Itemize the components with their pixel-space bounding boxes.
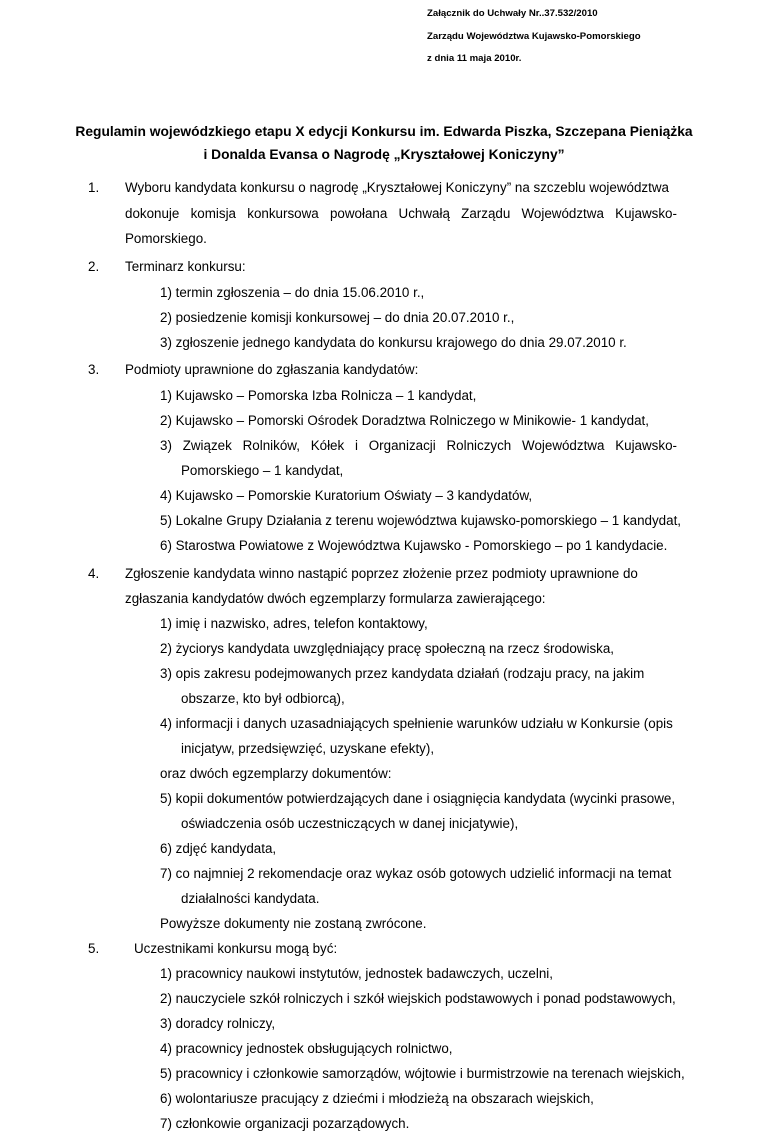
- section-4-mid-text: oraz dwóch egzemplarzy dokumentów:: [160, 766, 392, 781]
- word: Organizacji: [368, 438, 436, 453]
- section-2-number: 2.: [88, 259, 100, 274]
- section-5-heading: Uczestnikami konkursu mogą być:: [134, 941, 338, 956]
- list-item-continuation: oświadczenia osób uczestniczących w danej inicjatywie),: [181, 816, 519, 831]
- list-item-continuation: inicjatyw, przedsięwzięć, uzyskane efekty),: [181, 741, 435, 756]
- word: Rolników,: [242, 438, 300, 453]
- word: powołana: [329, 206, 388, 221]
- list-item: 6) zdjęć kandydata,: [160, 841, 277, 856]
- list-item: 6) Starostwa Powiatowe z Województwa Kujawsko - Pomorskiego – po 1 kandydacie.: [160, 538, 668, 553]
- list-item: 2) życiorys kandydata uwzględniający pracę społeczną na rzecz środowiska,: [160, 641, 615, 656]
- document-title-line-2: i Donalda Evansa o Nagrodę „Kryształowej Koniczyny”: [203, 147, 565, 162]
- attachment-header-line-3: z dnia 11 maja 2010r.: [427, 53, 522, 64]
- section-1-line-2: [125, 206, 677, 221]
- list-item-continuation: obszarze, kto był odbiorcą),: [181, 691, 345, 706]
- list-item: 1) Kujawsko – Pomorska Izba Rolnicza – 1 kandydat,: [160, 388, 477, 403]
- word: dokonuje: [125, 206, 180, 221]
- list-item: 1) termin zgłoszenia – do dnia 15.06.2010 r.,: [160, 285, 425, 300]
- section-3-heading: Podmioty uprawnione do zgłaszania kandydatów:: [125, 362, 419, 377]
- list-item: 1) imię i nazwisko, adres, telefon kontaktowy,: [160, 616, 428, 631]
- list-item: 2) nauczyciele szkół rolniczych i szkół wiejskich podstawowych i ponad podstawowych,: [160, 991, 676, 1006]
- word: Zarządu: [461, 206, 511, 221]
- word: Kółek: [310, 438, 345, 453]
- section-4-number: 4.: [88, 566, 100, 581]
- word: i: [354, 438, 358, 453]
- list-item: 7) co najmniej 2 rekomendacje oraz wykaz osób gotowych udzielić informacji na temat: [160, 866, 672, 881]
- word: 3): [160, 438, 172, 453]
- section-4-line-1: Zgłoszenie kandydata winno nastąpić poprzez złożenie przez podmioty uprawnione do: [125, 566, 638, 581]
- word: Kujawsko-: [615, 206, 677, 221]
- list-item: 5) pracownicy i członkowie samorządów, wójtowie i burmistrzowie na terenach wiejskich,: [160, 1066, 685, 1081]
- section-4-note: Powyższe dokumenty nie zostaną zwrócone.: [160, 916, 427, 931]
- list-item: 1) pracownicy naukowi instytutów, jednostek badawczych, uczelni,: [160, 966, 553, 981]
- attachment-header-line-1: Załącznik do Uchwały Nr..37.532/2010: [427, 8, 598, 19]
- list-item: 2) posiedzenie komisji konkursowej – do dnia 20.07.2010 r.,: [160, 310, 515, 325]
- list-item: 3) doradcy rolniczy,: [160, 1016, 276, 1031]
- list-item: 5) Lokalne Grupy Działania z terenu województwa kujawsko-pomorskiego – 1 kandydat,: [160, 513, 682, 528]
- list-item-continuation: Pomorskiego – 1 kandydat,: [181, 463, 344, 478]
- word: Województwa: [522, 438, 605, 453]
- attachment-header-line-2: Zarządu Województwa Kujawsko-Pomorskiego: [427, 31, 641, 42]
- list-item: 3) zgłoszenie jednego kandydata do konkursu krajowego do dnia 29.07.2010 r.: [160, 335, 627, 350]
- word: Rolniczych: [446, 438, 512, 453]
- list-item: 4) informacji i danych uzasadniających spełnienie warunków udziału w Konkursie (opis: [160, 716, 673, 731]
- list-item: 3) opis zakresu podejmowanych przez kandydata działań (rodzaju pracy, na jakim: [160, 666, 645, 681]
- word: Uchwałą: [398, 206, 450, 221]
- section-1-line-1: Wyboru kandydata konkursu o nagrodę „Kryształowej Koniczyny” na szczeblu województwa: [125, 180, 669, 195]
- section-4-line-2: zgłaszania kandydatów dwóch egzemplarzy formularza zawierającego:: [125, 591, 546, 606]
- section-1-number: 1.: [88, 180, 100, 195]
- word: Województwa: [521, 206, 604, 221]
- list-item: 5) kopii dokumentów potwierdzających dane i osiągnięcia kandydata (wycinki prasowe,: [160, 791, 676, 806]
- section-1-line-3: Pomorskiego.: [125, 231, 207, 246]
- word: konkursowa: [247, 206, 319, 221]
- list-item: 6) wolontariusze pracujący z dziećmi i młodzieżą na obszarach wiejskich,: [160, 1091, 594, 1106]
- list-item: [160, 438, 677, 453]
- list-item: 4) pracownicy jednostek obsługujących rolnictwo,: [160, 1041, 453, 1056]
- document-title-line-1: Regulamin wojewódzkiego etapu X edycji Konkursu im. Edwarda Piszka, Szczepana Pieniążka: [75, 124, 693, 139]
- list-item: 4) Kujawsko – Pomorskie Kuratorium Oświaty – 3 kandydatów,: [160, 488, 533, 503]
- word: Kujawsko-: [615, 438, 677, 453]
- section-2-heading: Terminarz konkursu:: [125, 259, 246, 274]
- section-3-number: 3.: [88, 362, 100, 377]
- word: Związek: [182, 438, 232, 453]
- list-item: 7) członkowie organizacji pozarządowych.: [160, 1116, 410, 1131]
- word: komisja: [190, 206, 236, 221]
- list-item-continuation: działalności kandydata.: [181, 891, 320, 906]
- section-5-number: 5.: [88, 941, 100, 956]
- list-item: 2) Kujawsko – Pomorski Ośrodek Doradztwa Rolniczego w Minikowie- 1 kandydat,: [160, 413, 649, 428]
